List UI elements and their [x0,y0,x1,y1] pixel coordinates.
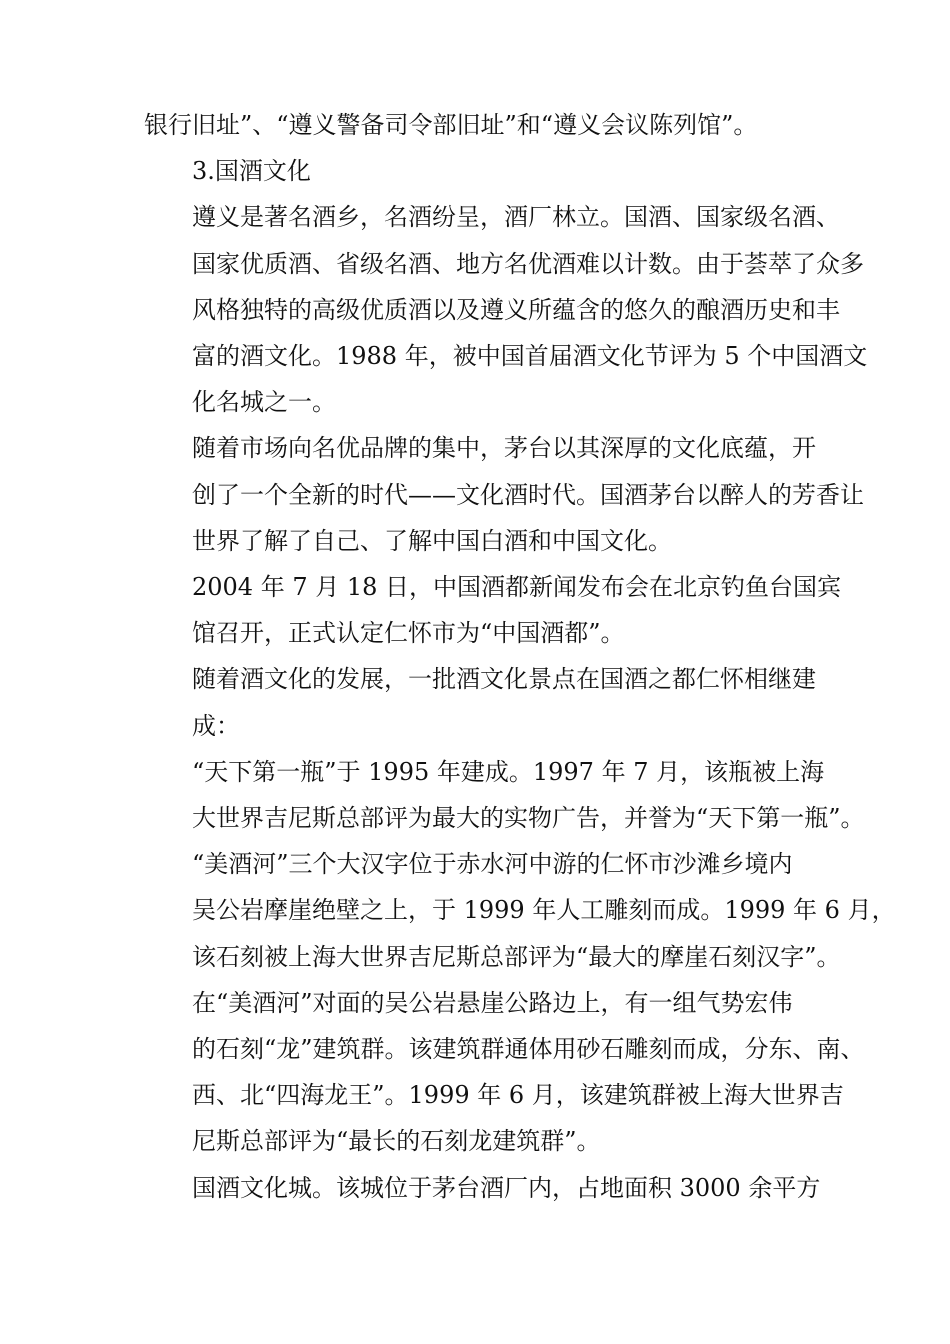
document-body [144,102,896,1211]
text-line: 大世界吉尼斯总部评为最大的实物广告，并誉为“天下第一瓶”。 [192,804,865,833]
text-line: 该石刻被上海大世界吉尼斯总部评为“最大的摩崖石刻汉字”。 [192,942,841,971]
text-line: 随着酒文化的发展，一批酒文化景点在国酒之都仁怀相继建 [192,665,816,694]
paragraph [144,564,842,656]
text-line: 风格独特的高级优质酒以及遵义所蕴含的悠久的酿酒历史和丰 [192,295,840,324]
text-line: 3.国酒文化 [192,157,311,186]
text-line: 西、北“四海龙王”。1999 年 6 月，该建筑群被上海大世界吉 [192,1081,844,1110]
text-line: 世界了解了自己、了解中国白酒和中国文化。 [192,526,672,555]
text-line: 馆召开，正式认定仁怀市为“中国酒都”。 [192,619,625,648]
paragraph [144,749,865,841]
text-line: 遵义是著名酒乡，名酒纷呈，酒厂林立。国酒、国家级名酒、 [192,203,840,232]
text-line: 的石刻“龙”建筑群。该建筑群通体用砂石雕刻而成，分东、南、 [192,1035,865,1064]
paragraph [144,980,865,1165]
text-line: 2004 年 7 月 18 日，中国酒都新闻发布会在北京钓鱼台国宾 [192,573,842,602]
text-line: “天下第一瓶”于 1995 年建成。1997 年 7 月，该瓶被上海 [192,757,825,786]
text-line: 尼斯总部评为“最长的石刻龙建筑群”。 [192,1127,601,1156]
text-line: “美酒河”三个大汉字位于赤水河中游的仁怀市沙滩乡境内 [192,850,793,879]
section-heading [144,148,808,194]
text-line: 国家优质酒、省级名酒、地方名优酒难以计数。由于荟萃了众多 [192,249,864,278]
paragraph [144,425,864,564]
text-line: 在“美酒河”对面的吴公岩悬崖公路边上，有一组气势宏伟 [192,988,793,1017]
text-line: 化名城之一。 [192,388,336,417]
paragraph [144,194,868,425]
text-line: 随着市场向名优品牌的集中，茅台以其深厚的文化底蕴，开 [192,434,816,463]
paragraph [144,102,808,148]
text-line: 吴公岩摩崖绝壁之上，于 1999 年人工雕刻而成。1999 年 6 月， [192,896,896,925]
paragraph [144,1165,821,1211]
text-line: 国酒文化城。该城位于茅台酒厂内，占地面积 3000 余平方 [192,1173,821,1202]
paragraph [144,841,896,980]
text-line: 成： [192,711,240,740]
text-line: 创了一个全新的时代——文化酒时代。国酒茅台以醉人的芳香让 [192,480,864,509]
paragraph [144,656,816,748]
text-line: 银行旧址”、“遵义警备司令部旧址”和“遵义会议陈列馆”。 [144,111,758,139]
text-line: 富的酒文化。1988 年，被中国首届酒文化节评为 5 个中国酒文 [192,342,868,371]
